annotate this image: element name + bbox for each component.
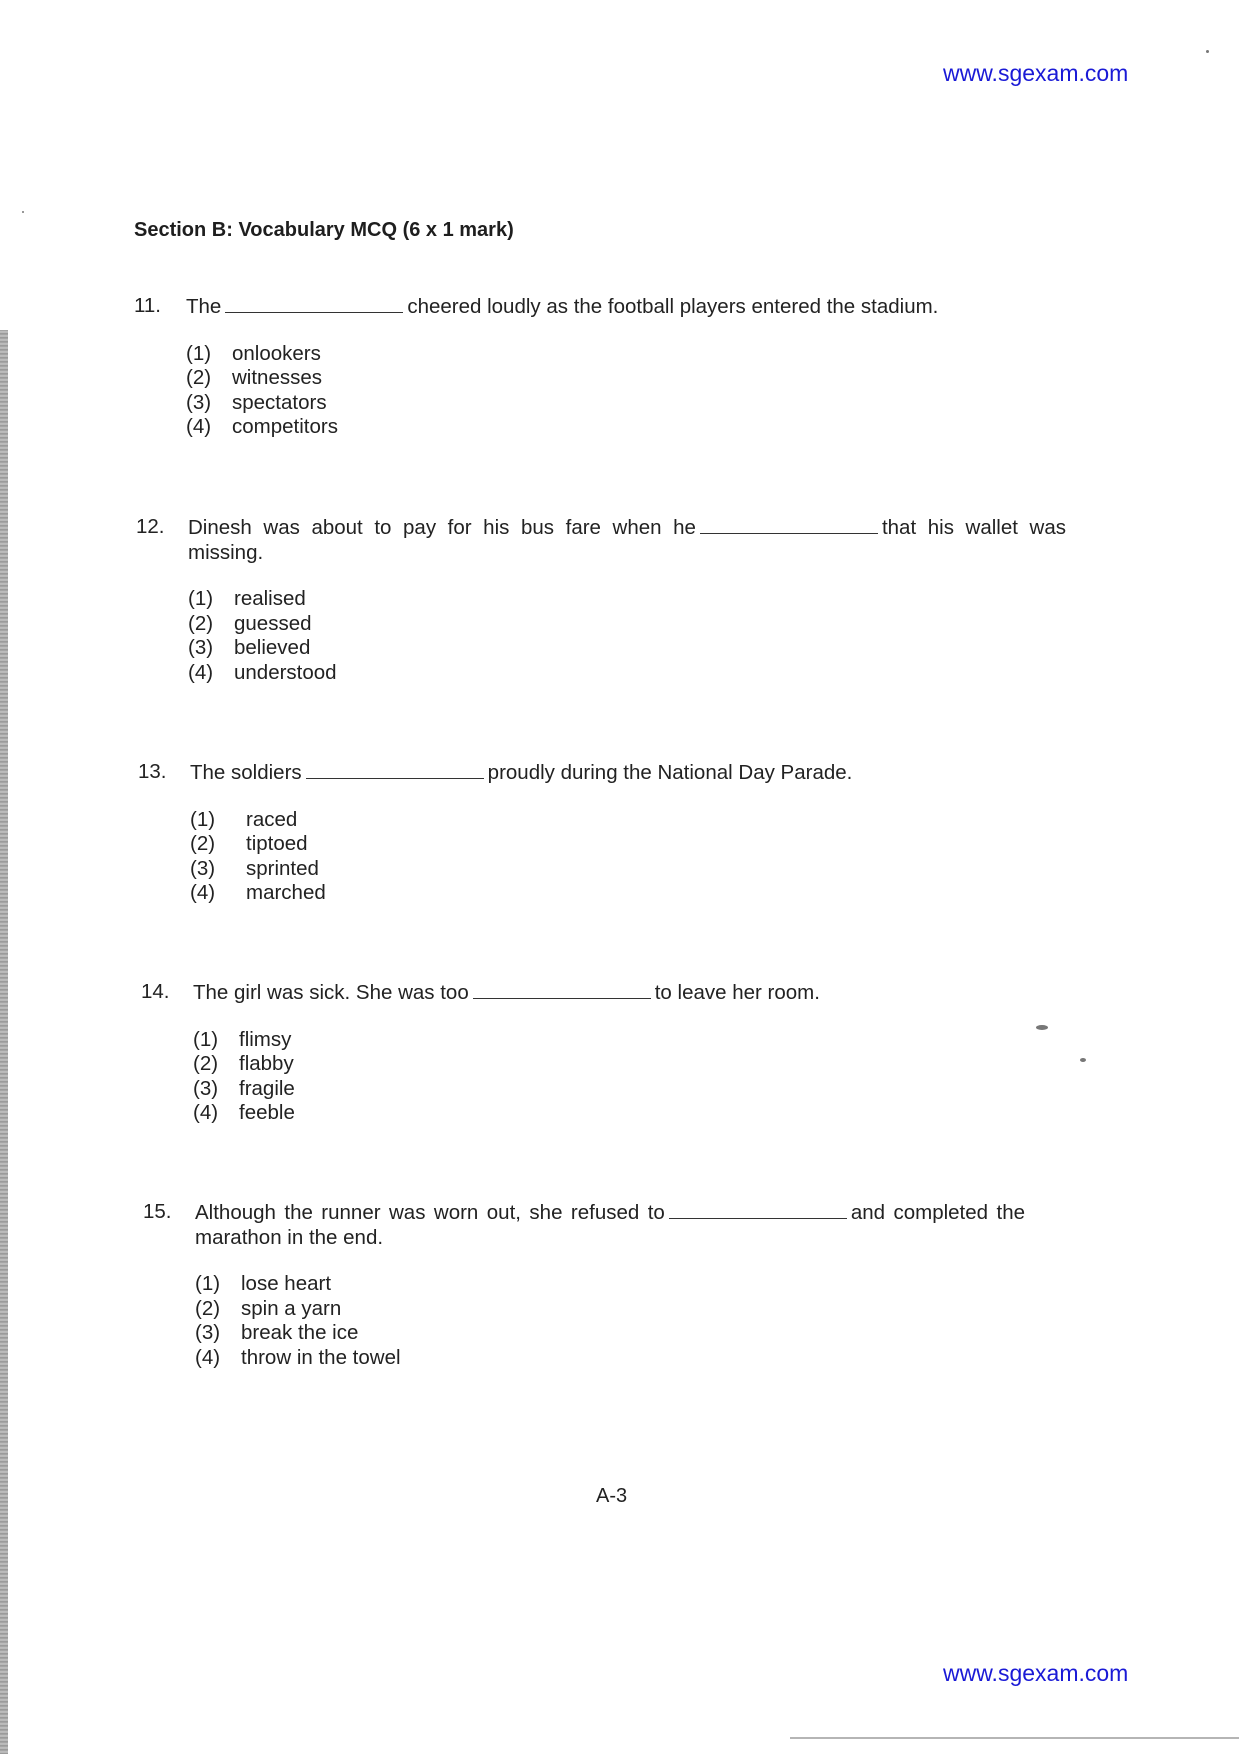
option-item: [188, 587, 1066, 612]
option-number: (2): [195, 1296, 221, 1320]
option-number: (1): [190, 807, 216, 831]
header-url: www.sgexam.com: [943, 60, 1129, 86]
option-number: (3): [195, 1321, 221, 1344]
page-number: A-3: [596, 1485, 628, 1507]
option-text: flimsy: [239, 1027, 292, 1051]
question-14: [141, 980, 1061, 1126]
option-list: [193, 1028, 1061, 1126]
option-text: onlookers: [232, 341, 321, 365]
scan-speck: [22, 211, 24, 213]
option-text: throw in the towel: [241, 1345, 401, 1369]
option-text: spectators: [232, 390, 327, 414]
question-text-after: proudly during the National Day Parade.: [487, 761, 853, 784]
answer-blank: [306, 760, 484, 779]
answer-blank: [700, 515, 878, 534]
option-number: (4): [190, 881, 216, 904]
question-13: [138, 760, 1058, 906]
question-text-before: Although the runner was worn out, she refused to: [195, 1201, 665, 1224]
option-text: understood: [234, 660, 337, 684]
question-stem: [136, 515, 1066, 565]
question-number: 13.: [138, 760, 167, 783]
option-number: (3): [186, 390, 212, 414]
option-item: [186, 415, 1054, 440]
option-number: (4): [188, 660, 214, 684]
option-item: [188, 661, 1066, 686]
option-text: raced: [246, 807, 298, 831]
option-text: fragile: [239, 1076, 295, 1100]
option-text: guessed: [234, 611, 312, 635]
question-11: [134, 294, 1054, 440]
question-number: 14.: [141, 980, 170, 1003]
option-number: (1): [188, 587, 214, 610]
option-number: (3): [188, 636, 214, 659]
option-list: [190, 808, 1058, 906]
option-text: break the ice: [241, 1321, 359, 1344]
question-stem: [141, 980, 1061, 1006]
answer-blank: [669, 1200, 847, 1219]
scan-bottom-line: [790, 1737, 1239, 1739]
option-number: (2): [188, 611, 214, 635]
option-item: [193, 1028, 1061, 1053]
question-text-before: Dinesh was about to pay for his bus fare when he: [188, 516, 696, 539]
question-text-after: that his wallet was missing.: [188, 516, 1066, 564]
question-text: [195, 1200, 1025, 1250]
option-list: [188, 587, 1066, 685]
option-text: believed: [234, 636, 311, 659]
option-item: [193, 1077, 1061, 1102]
option-item: [186, 366, 1054, 391]
option-text: sprinted: [246, 856, 319, 880]
question-text-before: The: [186, 295, 222, 318]
option-item: [188, 612, 1066, 637]
question-15: [143, 1200, 1063, 1370]
footer-url: www.sgexam.com: [943, 1660, 1129, 1686]
option-text: flabby: [239, 1052, 294, 1075]
option-number: (4): [193, 1101, 219, 1124]
option-item: [190, 881, 1058, 906]
answer-blank: [225, 294, 403, 313]
option-text: realised: [234, 587, 306, 610]
question-12: [136, 515, 1066, 685]
option-number: (1): [195, 1272, 221, 1295]
option-list: [195, 1272, 1063, 1370]
option-text: lose heart: [241, 1272, 332, 1295]
question-stem: [143, 1200, 1063, 1250]
question-text: [188, 515, 1066, 565]
option-number: (1): [193, 1027, 219, 1051]
section-title: Section B: Vocabulary MCQ (6 x 1 mark): [134, 219, 514, 241]
option-item: [186, 342, 1054, 367]
option-item: [188, 636, 1066, 661]
option-text: spin a yarn: [241, 1296, 342, 1320]
option-item: [195, 1346, 1063, 1371]
option-item: [195, 1297, 1063, 1322]
question-number: 11.: [134, 294, 161, 317]
question-stem: [134, 294, 1054, 320]
option-number: (3): [190, 856, 216, 880]
question-number: 12.: [136, 515, 165, 538]
option-item: [190, 832, 1058, 857]
question-text: [193, 980, 1061, 1006]
option-list: [186, 342, 1054, 440]
option-number: (4): [186, 415, 212, 438]
question-text-after: to leave her room.: [654, 981, 820, 1004]
question-text: [190, 760, 1058, 786]
option-text: tiptoed: [246, 832, 308, 855]
option-item: [195, 1321, 1063, 1346]
question-text-before: The soldiers: [190, 761, 302, 784]
option-item: [190, 808, 1058, 833]
option-text: feeble: [239, 1101, 295, 1124]
option-number: (4): [195, 1345, 221, 1369]
option-number: (3): [193, 1076, 219, 1100]
question-text-before: The girl was sick. She was too: [193, 981, 469, 1004]
scan-edge-shadow: [0, 330, 8, 1754]
answer-blank: [473, 980, 651, 999]
option-number: (2): [190, 832, 216, 855]
option-item: [195, 1272, 1063, 1297]
question-text-after: cheered loudly as the football players entered the stadium.: [407, 295, 939, 318]
option-item: [193, 1052, 1061, 1077]
question-number: 15.: [143, 1200, 172, 1223]
scan-speck: [1080, 1058, 1086, 1062]
option-number: (2): [186, 366, 212, 389]
option-text: competitors: [232, 415, 338, 438]
option-item: [186, 391, 1054, 416]
option-number: (1): [186, 341, 212, 365]
question-stem: [138, 760, 1058, 786]
question-text: [186, 294, 1054, 320]
option-number: (2): [193, 1052, 219, 1075]
scan-speck: [1206, 50, 1209, 53]
option-text: marched: [246, 881, 326, 904]
question-text-after: and completed the marathon in the end.: [195, 1201, 1025, 1249]
option-text: witnesses: [232, 366, 323, 389]
option-item: [190, 857, 1058, 882]
option-item: [193, 1101, 1061, 1126]
